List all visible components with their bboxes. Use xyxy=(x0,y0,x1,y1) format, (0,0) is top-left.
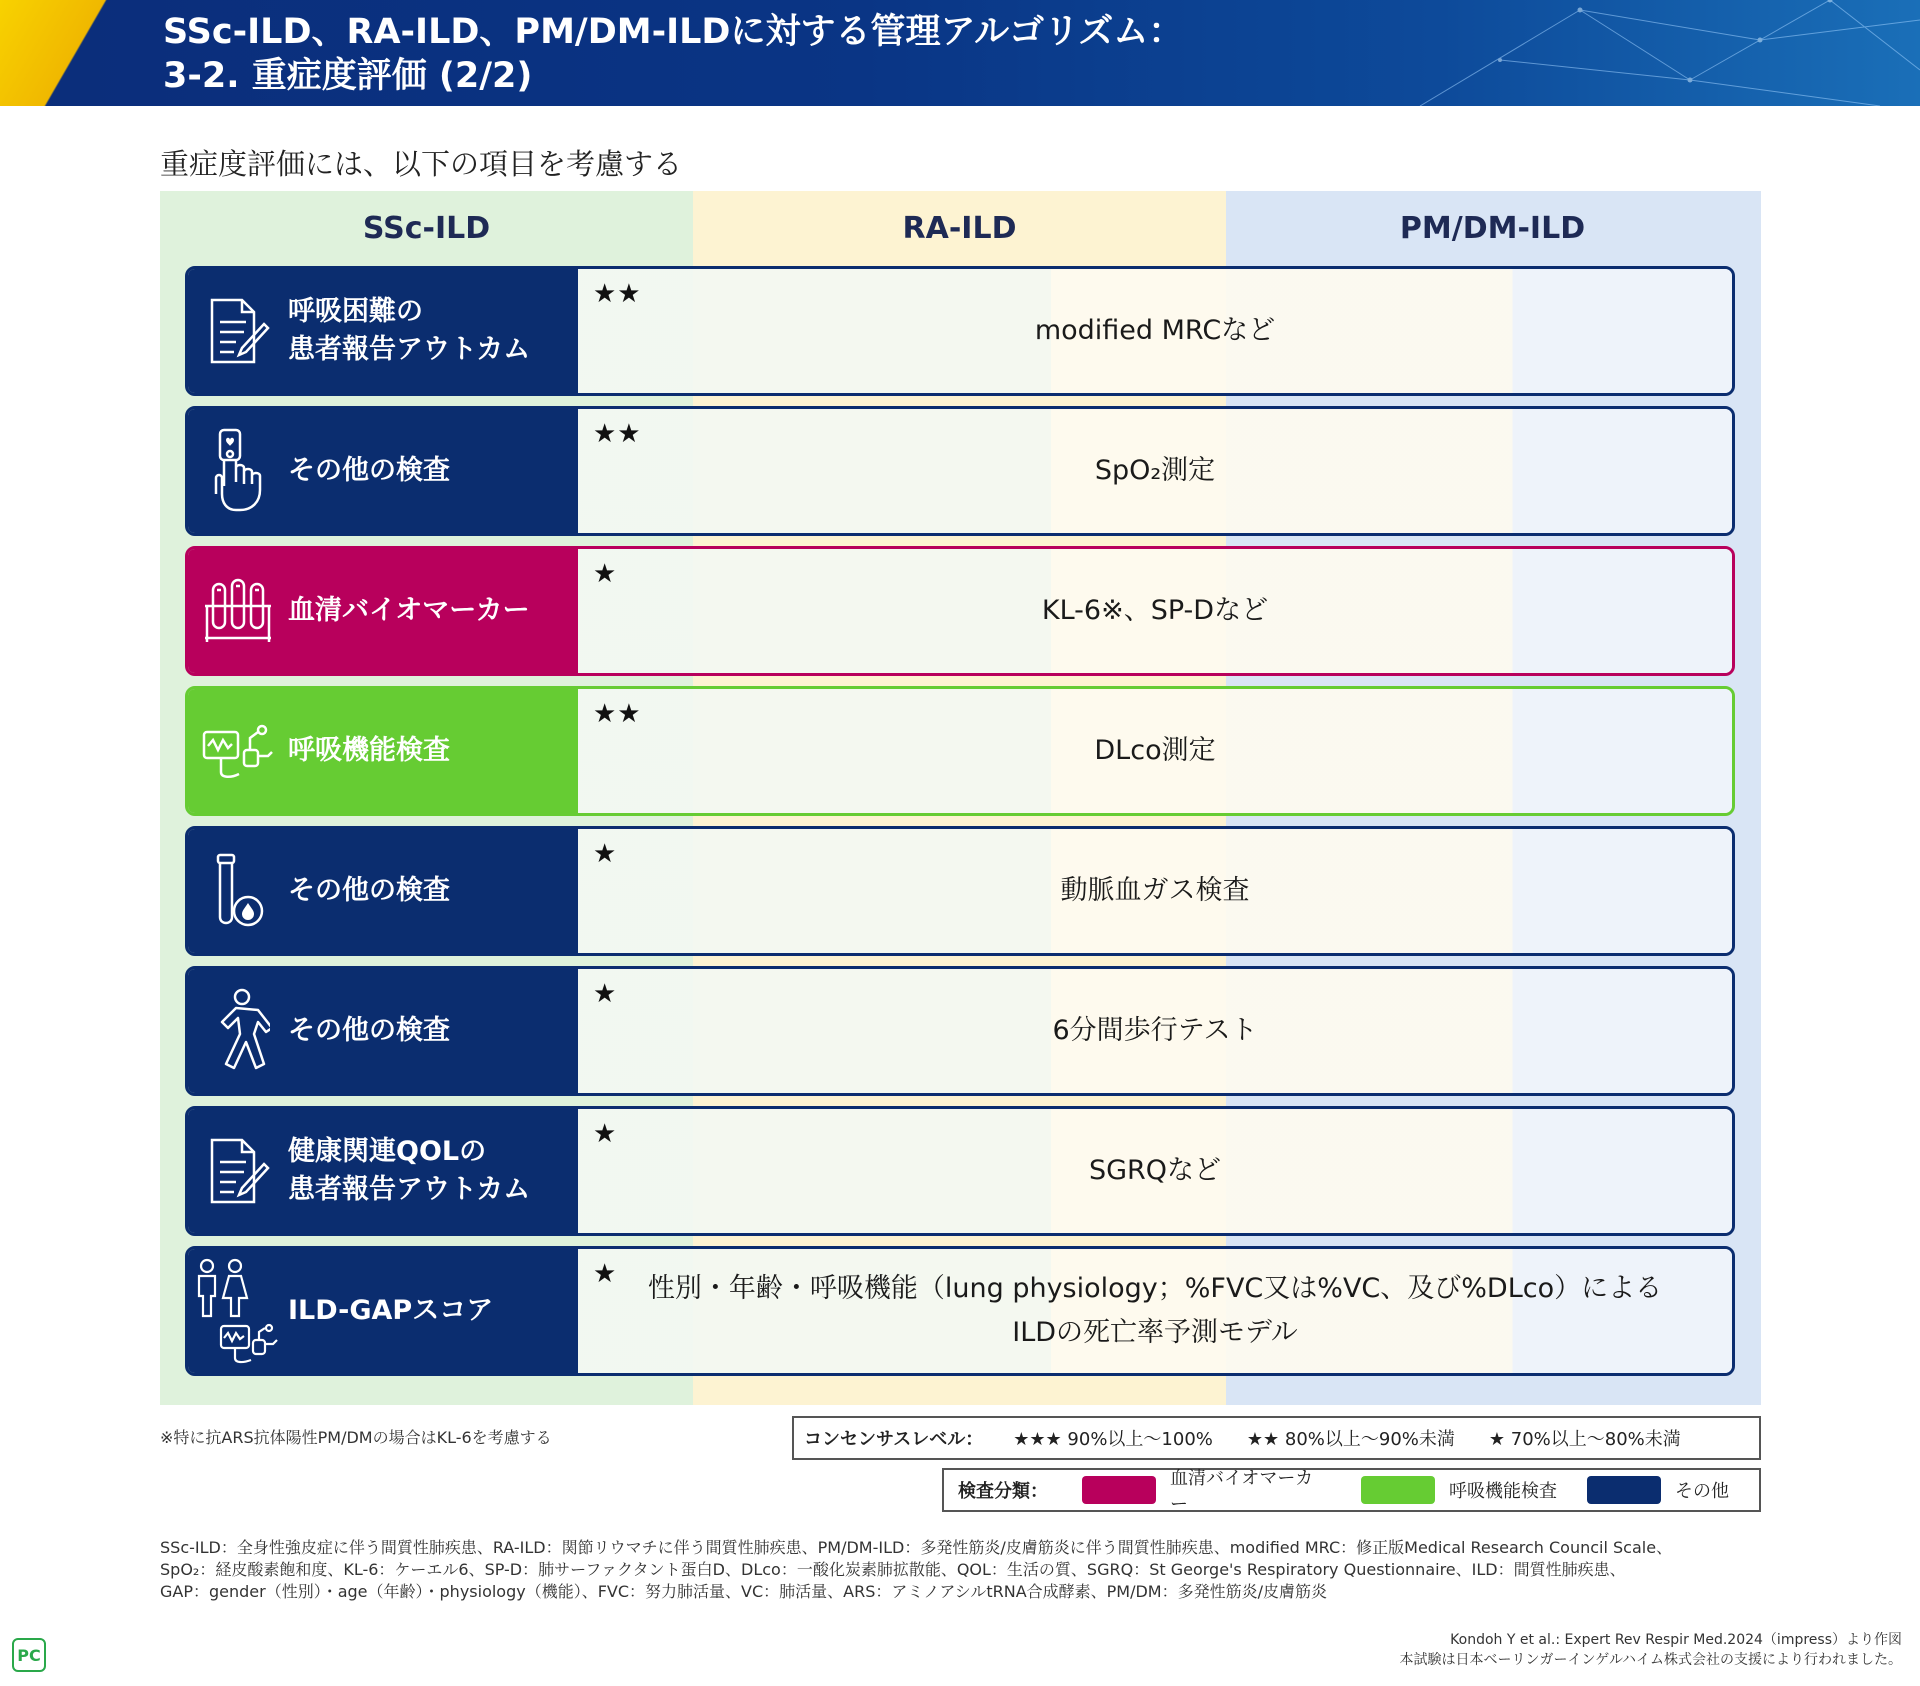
row-content-text: KL-6※、SP-Dなど xyxy=(1041,595,1269,626)
assessment-row xyxy=(185,966,1735,1096)
blood-tube-icon xyxy=(188,829,288,953)
row-label-line1: 呼吸機能検査 xyxy=(288,735,450,766)
category-legend-item xyxy=(1082,1464,1331,1516)
citation-line1: Kondoh Y et al.: Expert Rev Respir Med.2024（impress）より作図 xyxy=(1450,1632,1902,1648)
category-legend-label: 検査分類： xyxy=(958,1481,1048,1502)
row-label xyxy=(188,1109,578,1233)
biomarker-swatch xyxy=(1082,1476,1156,1504)
title-banner xyxy=(0,0,1920,106)
category-legend-item-label: 血清バイオマーカー xyxy=(1169,1468,1314,1515)
page-title-line2: 3-2. 重症度評価 (2/2) xyxy=(163,56,533,96)
consensus-stars: ★ xyxy=(593,839,618,869)
column-header-ra: RA-ILD xyxy=(902,211,1017,246)
row-label xyxy=(188,269,578,393)
category-legend-item-label: 呼吸機能検査 xyxy=(1449,1481,1558,1502)
category-legend xyxy=(942,1468,1761,1515)
row-content-text: SpO₂測定 xyxy=(1094,455,1216,486)
consensus-stars: ★ xyxy=(593,1119,618,1149)
network-decoration xyxy=(1360,0,1920,106)
row-label-line1: その他の検査 xyxy=(288,875,450,906)
walking-person-icon xyxy=(188,969,288,1093)
pc-logo: PC xyxy=(12,1638,46,1672)
abbreviations xyxy=(160,1537,1760,1603)
consensus-legend xyxy=(792,1416,1761,1460)
assessment-row xyxy=(185,266,1735,396)
document-pen-icon xyxy=(188,269,288,393)
pulmonary-swatch xyxy=(1361,1476,1435,1504)
row-content-text: SGRQなど xyxy=(1088,1155,1222,1186)
page-title-line1: SSc-ILD、RA-ILD、PM/DM-ILDに対する管理アルゴリズム： xyxy=(163,12,1184,52)
pulse-oximeter-icon xyxy=(188,409,288,533)
people-spirometer-icon xyxy=(188,1249,288,1373)
document-pen-icon xyxy=(188,1109,288,1233)
assessment-row xyxy=(185,406,1735,536)
abbreviation-line: GAP：gender（性別）・age（年齢）・physiology（機能）、FVC：努力肺活量、VC：肺活量、ARS：アミノアシルtRNA合成酵素、PM/DM：多発性筋炎/皮膚筋炎 xyxy=(160,1582,1327,1601)
row-content xyxy=(578,269,1732,393)
row-label-line1: 血清バイオマーカー xyxy=(288,595,530,626)
row-label-line1: 健康関連QOLの xyxy=(288,1136,487,1167)
assessment-row xyxy=(185,546,1735,676)
consensus-stars: ★ xyxy=(593,1259,618,1289)
column-header-ssc: SSc-ILD xyxy=(362,211,491,246)
row-content-text-line2: ILDの死亡率予測モデル xyxy=(1012,1317,1298,1348)
subtitle: 重症度評価には、以下の項目を考慮する xyxy=(160,147,683,181)
consensus-legend-item: ★ 70%以上〜80%未満 xyxy=(1488,1429,1681,1450)
row-label-line1: その他の検査 xyxy=(288,455,450,486)
row-label xyxy=(188,409,578,533)
row-content-text: DLco測定 xyxy=(1094,735,1216,766)
row-label-line1: 呼吸困難の xyxy=(288,296,423,327)
footnote: ※特に抗ARS抗体陽性PM/DMの場合はKL-6を考慮する xyxy=(160,1428,552,1447)
consensus-legend-item: ★★ 80%以上〜90%未満 xyxy=(1246,1429,1455,1450)
row-label-line2: 患者報告アウトカム xyxy=(288,334,531,365)
row-content-text: modified MRCなど xyxy=(1034,315,1276,346)
row-content xyxy=(578,829,1732,953)
row-label xyxy=(188,1249,578,1373)
assessment-row xyxy=(185,1246,1735,1376)
row-label-line1: その他の検査 xyxy=(288,1015,450,1046)
row-content xyxy=(578,969,1732,1093)
row-content xyxy=(578,1249,1732,1373)
row-content xyxy=(578,1109,1732,1233)
consensus-legend-label: コンセンサスレベル： xyxy=(804,1429,984,1450)
consensus-stars: ★ xyxy=(593,979,618,1009)
row-content xyxy=(578,689,1732,813)
row-label xyxy=(188,689,578,813)
row-content-text: 動脈血ガス検査 xyxy=(1060,875,1250,906)
row-label-line2: 患者報告アウトカム xyxy=(288,1174,531,1205)
assessment-row xyxy=(185,686,1735,816)
spirometer-icon xyxy=(188,689,288,813)
consensus-stars: ★ xyxy=(593,559,618,589)
category-legend-item-label: その他 xyxy=(1675,1481,1729,1502)
consensus-stars: ★★ xyxy=(593,419,642,449)
citation-line2: 本試験は日本ベーリンガーインゲルハイム株式会社の支援により行われました。 xyxy=(1399,1652,1902,1668)
row-label xyxy=(188,549,578,673)
assessment-row xyxy=(185,826,1735,956)
row-label-line1: ILD-GAPスコア xyxy=(288,1295,494,1326)
consensus-legend-item: ★★★ 90%以上〜100% xyxy=(1013,1429,1213,1450)
row-label xyxy=(188,969,578,1093)
category-legend-item xyxy=(1587,1476,1729,1504)
column-header-pm: PM/DM-ILD xyxy=(1399,211,1586,246)
row-content-text: 性別・年齢・呼吸機能（lung physiology；%FVC又は%VC、及び%DLco）による xyxy=(647,1273,1663,1304)
consensus-stars: ★★ xyxy=(593,699,642,729)
row-label xyxy=(188,829,578,953)
consensus-stars: ★★ xyxy=(593,279,642,309)
citation xyxy=(1400,1630,1902,1670)
abbreviation-line: SpO₂：経皮酸素飽和度、KL-6：ケーエル6、SP-D：肺サーファクタント蛋白D、DLco：一酸化炭素肺拡散能、QOL：生活の質、SGRQ：St George's Respiratory Questionnaire、ILD：間質性肺疾患、 xyxy=(160,1560,1626,1579)
row-content xyxy=(578,409,1732,533)
row-content xyxy=(578,549,1732,673)
assessment-row xyxy=(185,1106,1735,1236)
banner-accent xyxy=(0,0,130,106)
test-tubes-icon xyxy=(188,549,288,673)
category-legend-item xyxy=(1361,1476,1557,1504)
page-title xyxy=(163,10,1183,98)
other-swatch xyxy=(1587,1476,1661,1504)
row-content-text: 6分間歩行テスト xyxy=(1052,1015,1258,1046)
abbreviation-line: SSc-ILD：全身性強皮症に伴う間質性肺疾患、RA-ILD：関節リウマチに伴う間質性肺疾患、PM/DM-ILD：多発性筋炎/皮膚筋炎に伴う間質性肺疾患、modified MRC：修正版Medical Research Council Scale、 xyxy=(160,1538,1673,1557)
